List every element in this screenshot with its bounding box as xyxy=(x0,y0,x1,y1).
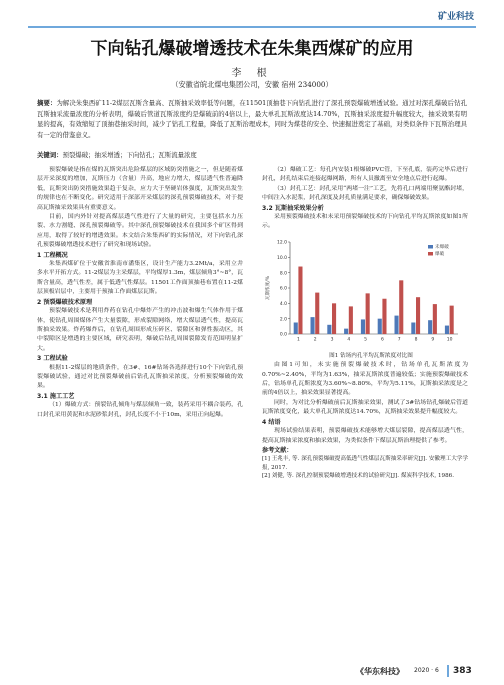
section-paragraph: 预裂爆破技术是利用炸药在钻孔中爆炸产生的冲击波和爆生气体作用于煤体，使钻孔周围煤体产生大量裂隙，形成裂隙网络，增大煤层透气性，提高瓦斯抽采效果。炸药爆炸后，在钻孔周围形成压碎区、裂隙区和弹性振动区，其中裂隙区是增透的主要区域，研究表明，爆破后钻孔周围裂隙发育范围明显扩大。 xyxy=(37,308,243,352)
legend-label: 爆破 xyxy=(435,252,445,258)
x-tick-label: 6 xyxy=(380,337,384,343)
abstract-label: 摘要： xyxy=(37,99,57,107)
right-column xyxy=(262,166,468,666)
bar-blasted xyxy=(349,306,353,334)
abstract-text: 为解决朱集西矿11-2煤层瓦斯含量高、瓦斯抽采效率低等问题，在11501顶抽巷下向钻孔进行了深孔预裂爆破增透试验。通过对深孔爆破后钻孔瓦斯抽采流量浓度的分析表明，爆破后管道瓦斯浓度约是爆破前的4倍以上，最大单孔瓦斯浓度达14.70%，瓦斯抽采浓度提升幅度较大，抽采效果有明显的提高，有效缩短了顶抽巷抽采时间，减少了钻孔工程量，降低了瓦斯治理成本，同时为煤巷的安全、快速掘进奠定了基础，对类似条件下瓦斯治理具有一定的借鉴意义。 xyxy=(37,99,467,139)
intro-paragraph: 预裂爆破是指在煤的瓦斯突出危险煤层的区域防突措施之一，但是随着煤层开采深度的增加，瓦斯压力（含量）升高，地应力增大，煤层透气性普遍降低，瓦斯突出防突措施效果趋于复杂，应力大于坚硬岩体强度，瓦斯突出发生的规律也在不断变化。研究适用于深部开采煤层的深孔预裂爆破技术，对于提高瓦斯抽采效果具有重要意义。 xyxy=(37,167,243,211)
bar-unblasted xyxy=(310,317,314,334)
reference-item: [2] 刘健, 等. 深孔控制预裂爆破增透技术的试验研究[J]. 煤炭科学技术, 1986. xyxy=(262,473,454,480)
references-heading: 参考文献： xyxy=(262,446,293,454)
y-tick-label: 2.0 xyxy=(279,317,287,323)
bar-blasted xyxy=(315,292,319,333)
bar-blasted xyxy=(332,303,336,334)
x-tick-label: 8 xyxy=(414,337,418,343)
legend-label: 未爆破 xyxy=(435,245,449,251)
author: 李 根 xyxy=(231,68,273,79)
bar-unblasted xyxy=(327,325,331,334)
x-tick-label: 3 xyxy=(330,337,334,343)
y-tick-label: 12.0 xyxy=(276,240,287,246)
y-tick-label: 0.0 xyxy=(279,332,287,338)
bar-unblasted xyxy=(294,322,298,334)
y-tick-label: 8.0 xyxy=(279,271,287,277)
section-heading: 4 结语 xyxy=(262,418,281,426)
keywords xyxy=(37,150,467,160)
bar-unblasted xyxy=(361,319,365,334)
y-tick-label: 4.0 xyxy=(279,301,287,307)
y-tick-label: 10.0 xyxy=(276,255,287,261)
bar-blasted xyxy=(382,299,386,334)
x-tick-label: 1 xyxy=(296,337,300,343)
page-header xyxy=(0,0,504,30)
journal-issue: 2020 · 6 xyxy=(414,667,439,674)
subsection-heading: 3.1 施工工艺 xyxy=(37,392,75,400)
bar-unblasted xyxy=(411,322,415,334)
x-tick-label: 4 xyxy=(347,337,351,343)
reference-item: [1] 王兆丰, 等. 深孔预裂爆破提高低透气性煤层瓦斯抽采率研究[J]. 安徽理工大学学报, 2017. xyxy=(262,456,468,471)
bar-unblasted xyxy=(344,328,348,333)
page-number: 383 xyxy=(453,666,472,676)
bar-blasted xyxy=(416,297,420,334)
section-paragraph: 朱集西煤矿位于安徽省淮南市潘集区，设计生产能力3.2Mt/a，采用立井多水平开拓方式。11-2煤层为主采煤层，平均煤厚1.3m，煤层倾角3°~8°，瓦斯含量高，透气性差，属于低透气性煤层。11501工作面顶抽巷布置在11-2煤层顶板岩层中，主要用于预抽工作面煤层瓦斯。 xyxy=(37,261,243,296)
x-tick-label: 5 xyxy=(364,337,368,343)
figure-1 xyxy=(262,234,468,350)
process-paragraph: （2）爆破工艺：每孔内安装1根爆破PVC管，下至孔底，装药完毕后进行封孔，封孔结束后连接起爆网路，所有人员撤离至安全地点后进行起爆。 xyxy=(262,167,468,183)
result-paragraph: 由图1可知，未实施预裂爆破技术时，钻场单孔瓦斯浓度为0.70%~2.40%，平均为1.63%，抽采瓦斯浓度普遍较低；实施预裂爆破技术后，钻场单孔瓦斯浓度为3.60%~8.80%，平均为5.11%，瓦斯抽采浓度是之前的4倍以上，抽采效果显著提高。 xyxy=(262,362,468,397)
section-heading: 3 工程试验 xyxy=(37,355,68,363)
x-tick-label: 9 xyxy=(431,337,435,343)
keywords-text: 预裂爆破；抽采增透；下向钻孔；瓦斯流量浓度 xyxy=(62,151,197,159)
bar-blasted xyxy=(298,266,302,333)
footer-divider xyxy=(447,665,449,677)
y-axis-label: 瓦斯浓度/% xyxy=(266,275,271,300)
header-rule xyxy=(28,26,476,28)
bar-unblasted xyxy=(378,319,382,334)
affiliation: （安徽省皖北煤电集团公司，安徽 宿州 234000） xyxy=(171,80,333,89)
section-label: 矿业科技 xyxy=(437,12,474,22)
figure-caption: 图1 钻场内孔平均瓦斯浓度对比图 xyxy=(329,352,413,359)
x-tick-label: 10 xyxy=(446,337,453,343)
bar-chart xyxy=(262,234,468,350)
result-paragraph: 同时，为对比分析爆破前后瓦斯抽采效果，测试了3#钻场钻孔爆破后管道瓦斯浓度变化，最大单孔瓦斯浓度达14.70%，瓦斯抽采效果提升幅度较大。 xyxy=(262,399,468,416)
section-heading: 2 预裂爆破技术原理 xyxy=(37,298,93,306)
page-footer xyxy=(0,660,504,685)
legend-swatch xyxy=(428,252,433,256)
section-paragraph: 采用预裂爆破技术和未采用预裂爆破技术的下向钻孔平均瓦斯浓度如图1所示。 xyxy=(262,214,468,230)
bar-blasted xyxy=(450,305,454,333)
section-paragraph: 根据11-2煤层的地质条件，在3#、16#钻场各选择进行10个下向钻孔预裂爆破试验，通过对比预裂爆破前后钻孔瓦斯抽采浓度，分析预裂爆破的效果。 xyxy=(37,364,243,390)
section-heading: 1 工程概况 xyxy=(37,251,68,259)
y-tick-label: 6.0 xyxy=(279,286,287,292)
bar-blasted xyxy=(433,304,437,334)
left-column xyxy=(37,166,243,666)
bar-blasted xyxy=(366,293,370,334)
abstract xyxy=(37,98,467,140)
bar-unblasted xyxy=(445,325,449,333)
legend-swatch xyxy=(428,245,433,249)
section-paragraph: （1）爆破方式：预裂钻孔倾角与煤层倾角一致，装药采用不耦合装药，孔口封孔采用黄泥和水泥砂浆封孔，封孔长度不小于10m，采用正向起爆。 xyxy=(37,402,243,418)
bar-unblasted xyxy=(394,315,398,333)
bar-blasted xyxy=(399,280,403,334)
x-tick-label: 7 xyxy=(397,337,401,343)
subsection-heading: 3.2 瓦斯抽采效果分析 xyxy=(262,204,324,212)
keywords-label: 关键词： xyxy=(37,151,63,159)
journal-name: 《华东科技》 xyxy=(356,667,404,676)
process-paragraph: （3）封孔工艺：封孔采用“两堵一注”工艺，先将孔口两端用聚氨酯封堵，中间注入水泥浆，封孔深度及封孔质量满足要求，确保爆破效果。 xyxy=(262,185,468,202)
bar-unblasted xyxy=(428,320,432,334)
section-paragraph: 现场试验结果表明，预裂爆破技术能够增大煤层裂隙，提高煤层透气性，提高瓦斯抽采浓度和抽采效果，为类似条件下煤层瓦斯治理提供了参考。 xyxy=(262,428,468,444)
intro-paragraph: 目前，国内外针对提高煤层透气性进行了大量的研究，主要包括水力压裂、水力割缝、深孔预裂爆破等。其中深孔预裂爆破技术在我国多个矿区得到应用，取得了较好的增透效果。本文结合朱集西矿的实际情况，对下向钻孔深孔预裂爆破增透技术进行了研究和现场试验。 xyxy=(37,214,243,249)
paper-title: 下向钻孔爆破增透技术在朱集西煤矿的应用 xyxy=(90,39,414,59)
x-tick-label: 2 xyxy=(313,337,317,343)
